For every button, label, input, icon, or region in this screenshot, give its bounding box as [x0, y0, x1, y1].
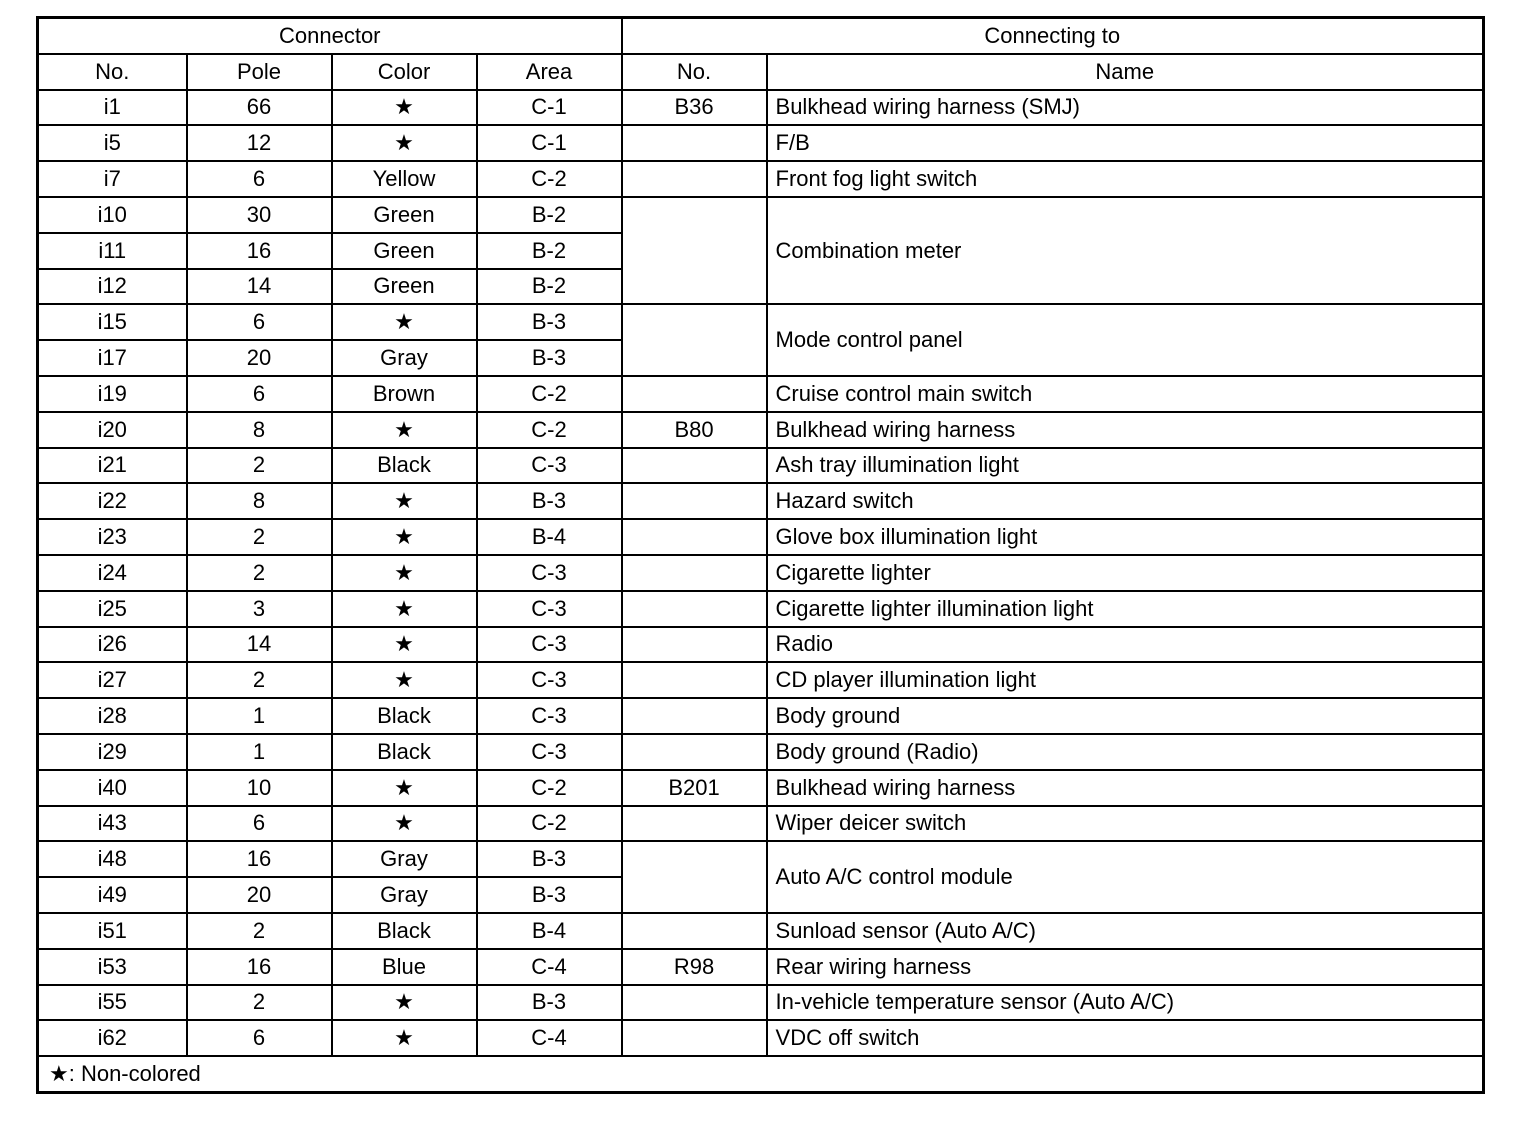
column-header-row — [38, 54, 1484, 90]
pole-cell: 6 — [187, 806, 332, 842]
connecting-no-cell — [622, 734, 767, 770]
area-cell: C-3 — [477, 698, 622, 734]
pole-cell: 30 — [187, 197, 332, 233]
table-row — [38, 125, 1484, 161]
area-cell: B-3 — [477, 304, 622, 340]
connecting-name-cell: Bulkhead wiring harness (SMJ) — [767, 90, 1484, 126]
connector-no-cell: i43 — [38, 806, 187, 842]
connecting-name-cell: Mode control panel — [767, 304, 1484, 376]
area-cell: C-3 — [477, 448, 622, 484]
connector-no-cell: i25 — [38, 591, 187, 627]
color-cell: Blue — [332, 949, 477, 985]
table-row — [38, 304, 1484, 340]
connector-no-cell: i1 — [38, 90, 187, 126]
connecting-no-cell: B80 — [622, 412, 767, 448]
connecting-no-cell: B201 — [622, 770, 767, 806]
connector-no-cell: i40 — [38, 770, 187, 806]
area-cell: B-4 — [477, 913, 622, 949]
table-row — [38, 662, 1484, 698]
connector-no-cell: i27 — [38, 662, 187, 698]
table-row — [38, 376, 1484, 412]
connecting-no-cell — [622, 627, 767, 663]
connecting-name-cell: Ash tray illumination light — [767, 448, 1484, 484]
connecting-to-group-header: Connecting to — [622, 18, 1484, 54]
connector-no-cell: i23 — [38, 519, 187, 555]
connector-no-cell: i17 — [38, 340, 187, 376]
area-cell: C-2 — [477, 376, 622, 412]
legend-row — [38, 1056, 1484, 1092]
connecting-no-cell — [622, 1020, 767, 1056]
color-cell: ★ — [332, 412, 477, 448]
connector-no-cell: i62 — [38, 1020, 187, 1056]
table-row — [38, 90, 1484, 126]
connecting-no-cell — [622, 340, 767, 376]
connecting-name-cell: Auto A/C control module — [767, 841, 1484, 913]
table-row — [38, 627, 1484, 663]
area-cell: B-2 — [477, 269, 622, 305]
area-cell: C-3 — [477, 734, 622, 770]
table-row — [38, 770, 1484, 806]
pole-cell: 16 — [187, 949, 332, 985]
connector-no-cell: i5 — [38, 125, 187, 161]
area-cell: C-3 — [477, 555, 622, 591]
color-cell: ★ — [332, 662, 477, 698]
color-cell: ★ — [332, 519, 477, 555]
connector-no-cell: i22 — [38, 483, 187, 519]
connecting-name-cell: CD player illumination light — [767, 662, 1484, 698]
connector-no-cell: i10 — [38, 197, 187, 233]
color-cell: ★ — [332, 125, 477, 161]
color-cell: ★ — [332, 1020, 477, 1056]
pole-cell: 2 — [187, 662, 332, 698]
area-cell: B-2 — [477, 197, 622, 233]
pole-cell: 3 — [187, 591, 332, 627]
table-row — [38, 591, 1484, 627]
connecting-name-cell: In-vehicle temperature sensor (Auto A/C) — [767, 985, 1484, 1021]
connecting-no-cell — [622, 806, 767, 842]
pole-cell: 6 — [187, 161, 332, 197]
table-row — [38, 555, 1484, 591]
connecting-name-cell: Radio — [767, 627, 1484, 663]
area-cell: C-2 — [477, 806, 622, 842]
table-row — [38, 412, 1484, 448]
connector-no-cell: i29 — [38, 734, 187, 770]
pole-cell: 20 — [187, 340, 332, 376]
table-row — [38, 197, 1484, 233]
connecting-name-cell: Combination meter — [767, 197, 1484, 304]
connecting-no-cell — [622, 125, 767, 161]
col-header-area: Area — [477, 54, 622, 90]
col-header-no: No. — [38, 54, 187, 90]
connecting-name-cell: Cigarette lighter — [767, 555, 1484, 591]
connecting-name-cell: Rear wiring harness — [767, 949, 1484, 985]
connector-no-cell: i28 — [38, 698, 187, 734]
col-header-name: Name — [767, 54, 1484, 90]
table-row — [38, 913, 1484, 949]
connector-no-cell: i24 — [38, 555, 187, 591]
color-cell: ★ — [332, 90, 477, 126]
color-cell: Yellow — [332, 161, 477, 197]
table-row — [38, 806, 1484, 842]
connecting-name-cell: Cigarette lighter illumination light — [767, 591, 1484, 627]
connecting-name-cell: F/B — [767, 125, 1484, 161]
connector-no-cell: i51 — [38, 913, 187, 949]
connecting-no-cell: B36 — [622, 90, 767, 126]
pole-cell: 20 — [187, 877, 332, 913]
pole-cell: 2 — [187, 555, 332, 591]
color-cell: Gray — [332, 877, 477, 913]
connecting-name-cell: Glove box illumination light — [767, 519, 1484, 555]
group-header-row — [38, 18, 1484, 54]
connecting-no-cell — [622, 591, 767, 627]
pole-cell: 6 — [187, 376, 332, 412]
connector-no-cell: i49 — [38, 877, 187, 913]
connecting-no-cell — [622, 841, 767, 877]
table-row — [38, 985, 1484, 1021]
area-cell: C-2 — [477, 412, 622, 448]
area-cell: C-3 — [477, 627, 622, 663]
pole-cell: 2 — [187, 913, 332, 949]
pole-cell: 14 — [187, 627, 332, 663]
pole-cell: 16 — [187, 841, 332, 877]
table-row — [38, 161, 1484, 197]
connector-no-cell: i15 — [38, 304, 187, 340]
pole-cell: 1 — [187, 698, 332, 734]
table-row — [38, 698, 1484, 734]
pole-cell: 66 — [187, 90, 332, 126]
connecting-no-cell: R98 — [622, 949, 767, 985]
pole-cell: 10 — [187, 770, 332, 806]
connecting-name-cell: Wiper deicer switch — [767, 806, 1484, 842]
color-cell: Green — [332, 197, 477, 233]
connecting-no-cell — [622, 555, 767, 591]
connector-no-cell: i11 — [38, 233, 187, 269]
connecting-name-cell: Sunload sensor (Auto A/C) — [767, 913, 1484, 949]
pole-cell: 12 — [187, 125, 332, 161]
connecting-no-cell — [622, 197, 767, 233]
color-cell: Black — [332, 698, 477, 734]
area-cell: C-3 — [477, 662, 622, 698]
color-cell: ★ — [332, 591, 477, 627]
pole-cell: 8 — [187, 483, 332, 519]
table-row — [38, 519, 1484, 555]
color-cell: Gray — [332, 841, 477, 877]
connector-no-cell: i12 — [38, 269, 187, 305]
col-header-pole: Pole — [187, 54, 332, 90]
connecting-no-cell — [622, 448, 767, 484]
connecting-no-cell — [622, 483, 767, 519]
connector-table — [36, 16, 1485, 1094]
pole-cell: 6 — [187, 1020, 332, 1056]
pole-cell: 14 — [187, 269, 332, 305]
connector-no-cell: i26 — [38, 627, 187, 663]
legend-note: ★: Non-colored — [38, 1056, 1484, 1092]
connector-table-wrapper — [36, 16, 1482, 1094]
color-cell: Black — [332, 913, 477, 949]
table-row — [38, 841, 1484, 877]
connecting-name-cell: Bulkhead wiring harness — [767, 412, 1484, 448]
area-cell: B-3 — [477, 841, 622, 877]
pole-cell: 6 — [187, 304, 332, 340]
area-cell: C-1 — [477, 90, 622, 126]
connector-no-cell: i55 — [38, 985, 187, 1021]
area-cell: B-3 — [477, 483, 622, 519]
pole-cell: 2 — [187, 519, 332, 555]
area-cell: B-3 — [477, 985, 622, 1021]
color-cell: Black — [332, 448, 477, 484]
pole-cell: 2 — [187, 985, 332, 1021]
connecting-no-cell — [622, 877, 767, 913]
area-cell: C-2 — [477, 770, 622, 806]
connecting-no-cell — [622, 662, 767, 698]
connecting-no-cell — [622, 304, 767, 340]
color-cell: ★ — [332, 555, 477, 591]
connecting-name-cell: Front fog light switch — [767, 161, 1484, 197]
connecting-no-cell — [622, 161, 767, 197]
connector-no-cell: i19 — [38, 376, 187, 412]
table-row — [38, 1020, 1484, 1056]
table-row — [38, 483, 1484, 519]
connecting-no-cell — [622, 913, 767, 949]
connector-no-cell: i48 — [38, 841, 187, 877]
pole-cell: 8 — [187, 412, 332, 448]
area-cell: C-1 — [477, 125, 622, 161]
connecting-name-cell: Bulkhead wiring harness — [767, 770, 1484, 806]
connector-no-cell: i7 — [38, 161, 187, 197]
color-cell: ★ — [332, 806, 477, 842]
connecting-no-cell — [622, 376, 767, 412]
connecting-name-cell: Body ground — [767, 698, 1484, 734]
area-cell: B-2 — [477, 233, 622, 269]
area-cell: B-4 — [477, 519, 622, 555]
connecting-no-cell — [622, 519, 767, 555]
connector-group-header: Connector — [38, 18, 622, 54]
connecting-name-cell: Cruise control main switch — [767, 376, 1484, 412]
color-cell: ★ — [332, 627, 477, 663]
connecting-no-cell — [622, 233, 767, 269]
connecting-name-cell: Body ground (Radio) — [767, 734, 1484, 770]
area-cell: C-2 — [477, 161, 622, 197]
table-row — [38, 448, 1484, 484]
color-cell: ★ — [332, 483, 477, 519]
area-cell: C-4 — [477, 1020, 622, 1056]
col-header-to-no: No. — [622, 54, 767, 90]
table-row — [38, 949, 1484, 985]
color-cell: Brown — [332, 376, 477, 412]
area-cell: C-4 — [477, 949, 622, 985]
area-cell: C-3 — [477, 591, 622, 627]
connector-no-cell: i53 — [38, 949, 187, 985]
connecting-name-cell: Hazard switch — [767, 483, 1484, 519]
connector-no-cell: i21 — [38, 448, 187, 484]
connecting-no-cell — [622, 269, 767, 305]
color-cell: Black — [332, 734, 477, 770]
pole-cell: 16 — [187, 233, 332, 269]
pole-cell: 2 — [187, 448, 332, 484]
color-cell: Green — [332, 233, 477, 269]
table-row — [38, 734, 1484, 770]
connector-no-cell: i20 — [38, 412, 187, 448]
connecting-no-cell — [622, 985, 767, 1021]
color-cell: Green — [332, 269, 477, 305]
color-cell: ★ — [332, 770, 477, 806]
area-cell: B-3 — [477, 340, 622, 376]
color-cell: ★ — [332, 304, 477, 340]
color-cell: Gray — [332, 340, 477, 376]
color-cell: ★ — [332, 985, 477, 1021]
area-cell: B-3 — [477, 877, 622, 913]
connecting-name-cell: VDC off switch — [767, 1020, 1484, 1056]
col-header-color: Color — [332, 54, 477, 90]
pole-cell: 1 — [187, 734, 332, 770]
connecting-no-cell — [622, 698, 767, 734]
